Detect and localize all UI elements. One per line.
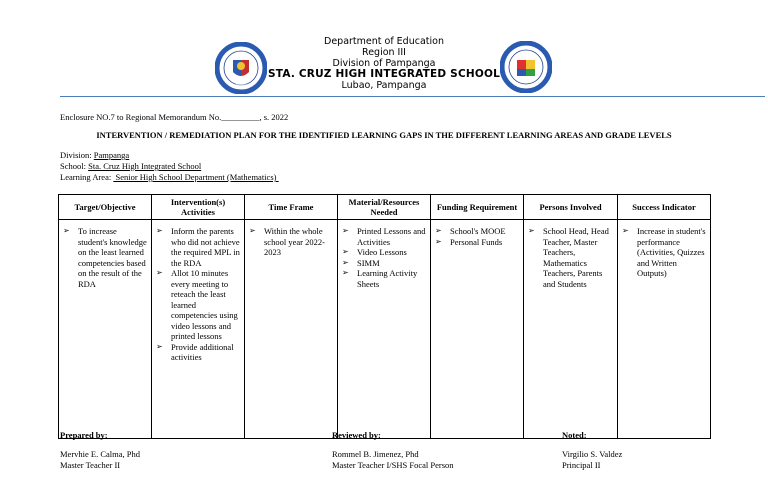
table-row <box>59 220 711 439</box>
bullet-item <box>435 237 519 248</box>
bullet-text: School's MOOE <box>450 226 506 236</box>
bullet-item <box>622 226 706 279</box>
bullet-text: SIMM <box>357 257 380 268</box>
table-header-row <box>59 195 711 220</box>
bullet-text: School Head, Head Teacher, Master Teachers, Mathematics Teachers, Parents and Students <box>543 226 609 289</box>
bullet-text: Video Lessons <box>357 247 407 257</box>
col-header-materials: Material/Resources Needed <box>338 195 431 220</box>
signatory-label: Prepared by: <box>60 430 108 440</box>
signatory-position: Principal II <box>562 460 601 470</box>
arrow-bullet-icon: ➢ <box>156 268 163 277</box>
bullet-item <box>249 226 333 258</box>
document-meta <box>60 150 279 183</box>
bullet-item <box>156 268 240 342</box>
cell-persons <box>524 220 618 439</box>
arrow-bullet-icon: ➢ <box>435 226 442 235</box>
bullet-text: Inform the parents who did not achieve the required MPL in the RDA <box>171 226 240 268</box>
signatory-reviewed <box>332 430 454 471</box>
arrow-bullet-icon: ➢ <box>342 226 349 235</box>
bullet-item <box>342 268 426 289</box>
signatory-position: Master Teacher I/SHS Focal Person <box>332 460 454 470</box>
bullet-text: Provide additional activities <box>171 341 234 362</box>
col-header-interventions: Intervention(s) Activities <box>152 195 245 220</box>
division-line <box>60 150 279 161</box>
bullet-text: Personal Funds <box>450 236 503 247</box>
arrow-bullet-icon: ➢ <box>342 257 349 267</box>
signatory-name: Virgilio S. Valdez <box>562 449 623 459</box>
school-label: School: <box>60 161 89 171</box>
arrow-bullet-icon: ➢ <box>63 226 70 235</box>
bullet-text: Increase in student's performance (Activities, Quizzes and Written Outputs) <box>637 226 706 278</box>
arrow-bullet-icon: ➢ <box>528 226 535 235</box>
signatory-noted <box>562 430 622 471</box>
bullet-item <box>156 226 240 268</box>
bullet-text: Within the whole school year 2022-2023 <box>264 226 325 257</box>
learning-area-value: Senior High School Department (Mathematics) <box>113 172 279 182</box>
bullet-item <box>342 226 426 247</box>
learning-area-line <box>60 172 279 183</box>
signatory-position: Master Teacher II <box>60 460 121 470</box>
arrow-bullet-icon: ➢ <box>342 247 349 256</box>
document-title: INTERVENTION / REMEDIATION PLAN FOR THE IDENTIFIED LEARNING GAPS IN THE DIFFERENT LEARNING AREAS AND GRADE LEVELS <box>96 130 672 140</box>
arrow-bullet-icon: ➢ <box>249 226 256 235</box>
col-header-success: Success Indicator <box>618 195 711 220</box>
school-location: Lubao, Pampanga <box>341 80 427 91</box>
col-header-funding: Funding Requirement <box>431 195 524 220</box>
cell-time-frame <box>245 220 338 439</box>
cell-funding <box>431 220 524 439</box>
school-value: Sta. Cruz High Integrated School <box>88 161 202 171</box>
bullet-text: Allot 10 minutes every meeting to reteach the least learned competencies using video lessons and printed lessons <box>171 268 238 341</box>
enclosure-line: Enclosure NO.7 to Regional Memorandum No._________, s. 2022 <box>60 112 289 122</box>
division-name: Division of Pampanga <box>332 58 436 69</box>
dept-name: Department of Education <box>324 36 444 47</box>
bullet-item <box>342 247 426 258</box>
signatory-prepared <box>60 430 140 471</box>
bullet-text: Learning Activity Sheets <box>357 268 418 289</box>
bullet-item <box>435 226 519 237</box>
school-line <box>60 161 279 172</box>
signatory-name: Rommel B. Jimenez, Phd <box>332 449 419 459</box>
letterhead-text <box>0 36 768 91</box>
signatory-name: Mervhie E. Calma, Phd <box>60 449 141 459</box>
bullet-text: To increase student's knowledge on the least learned competencies based on the result of the RDA <box>78 226 147 289</box>
signatory-label: Reviewed by: <box>332 430 381 440</box>
signatory-label: Noted: <box>562 430 587 440</box>
arrow-bullet-icon: ➢ <box>622 226 629 235</box>
header-divider <box>60 96 765 97</box>
school-logo-icon <box>500 41 552 93</box>
bullet-item <box>342 258 426 269</box>
bullet-text: Printed Lessons and Activities <box>357 226 426 247</box>
intervention-plan-table <box>58 194 711 439</box>
cell-interventions <box>152 220 245 439</box>
bullet-item <box>156 342 240 363</box>
division-label: Division: <box>60 150 94 160</box>
cell-materials <box>338 220 431 439</box>
arrow-bullet-icon: ➢ <box>435 236 442 246</box>
svg-text:DEPED: DEPED <box>235 83 247 87</box>
letterhead <box>0 36 768 96</box>
learning-area-label: Learning Area: <box>60 172 114 182</box>
arrow-bullet-icon: ➢ <box>156 226 163 235</box>
arrow-bullet-icon: ➢ <box>156 341 163 351</box>
cell-success <box>618 220 711 439</box>
arrow-bullet-icon: ➢ <box>342 268 349 277</box>
school-name: STA. CRUZ HIGH INTEGRATED SCHOOL <box>268 68 500 80</box>
region-name: Region III <box>362 47 406 58</box>
col-header-persons: Persons Involved <box>524 195 618 220</box>
bullet-item <box>63 226 147 289</box>
col-header-target: Target/Objective <box>59 195 152 220</box>
division-value: Pampanga <box>93 150 130 160</box>
cell-target <box>59 220 152 439</box>
col-header-time-frame: Time Frame <box>245 195 338 220</box>
bullet-item <box>528 226 613 289</box>
